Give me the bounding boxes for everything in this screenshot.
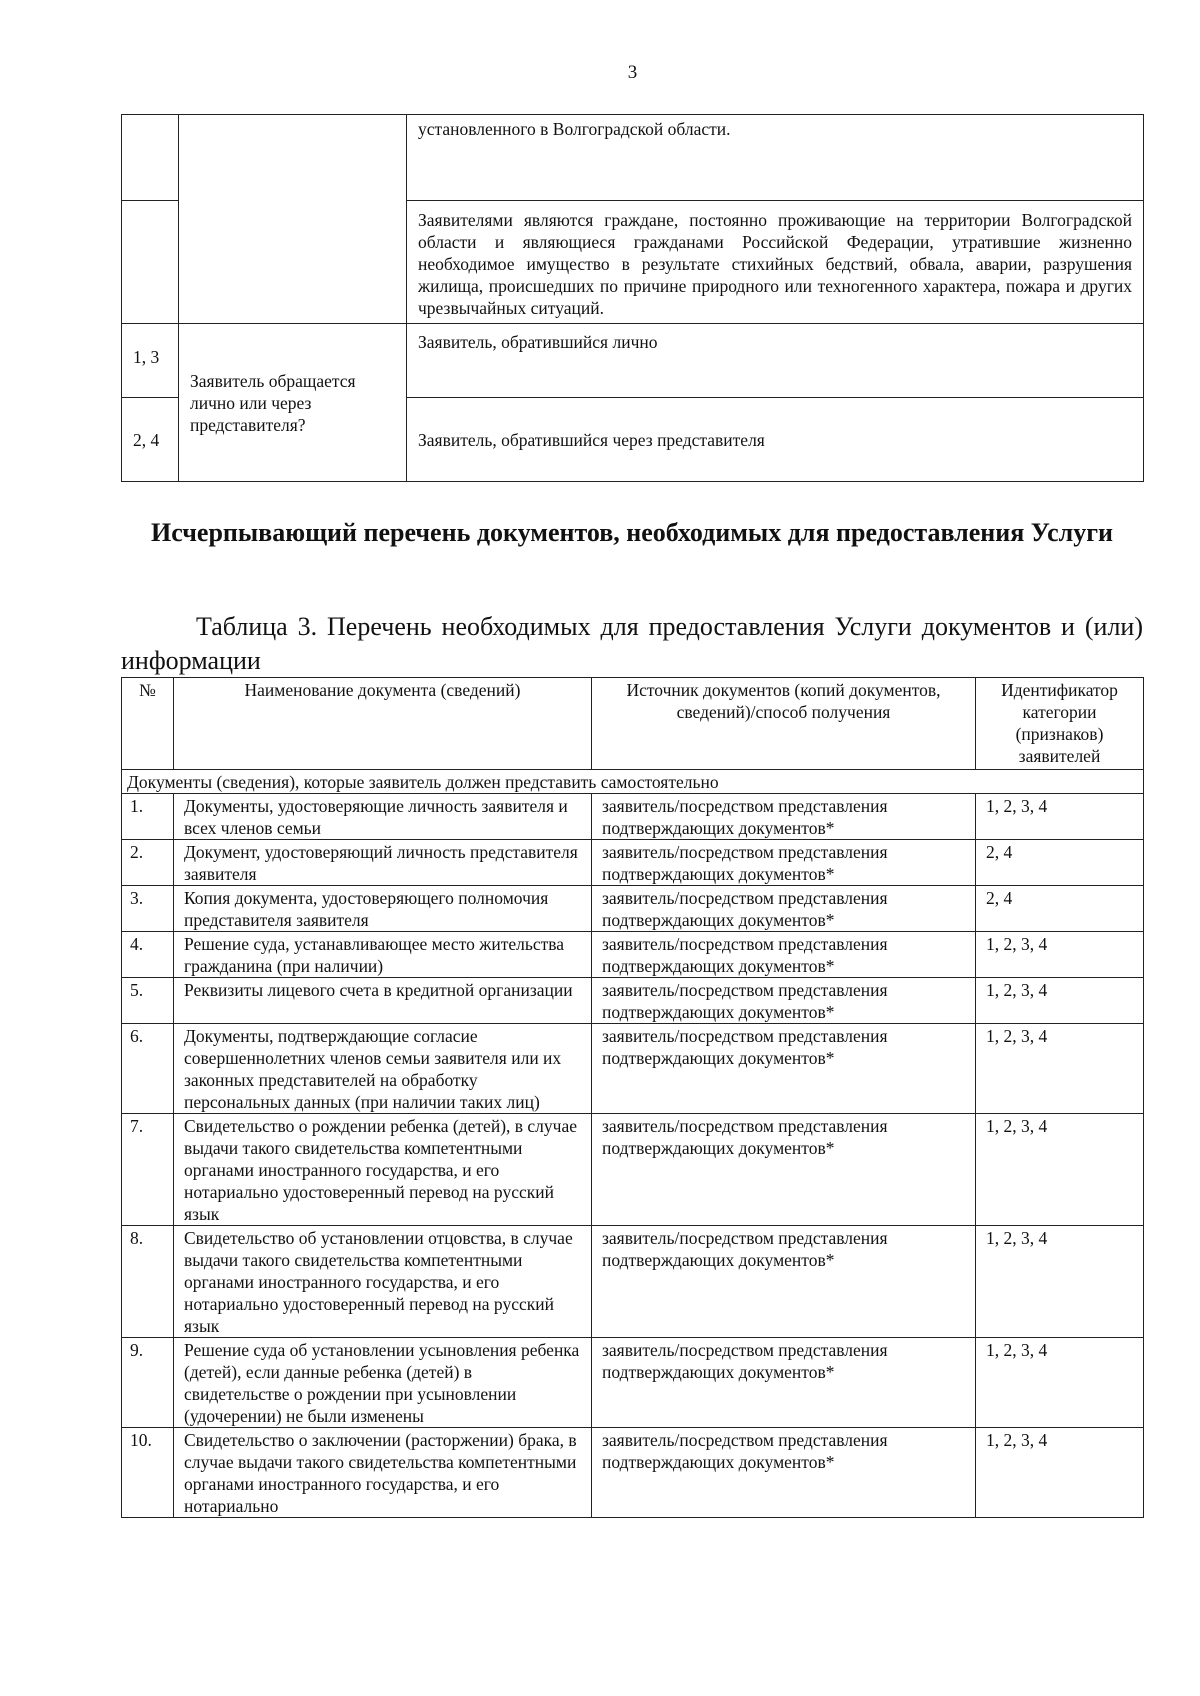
table-row	[122, 840, 1144, 886]
row-number: 5.	[122, 978, 174, 1024]
document-name: Свидетельство о рождении ребенка (детей), в случае выдачи такого свидетельства компетентными органами иностранного государства, и его нотариально удостоверенный перевод на русский язык	[174, 1114, 592, 1226]
row-number: 3.	[122, 886, 174, 932]
criteria-text: установленного в Волгоградской области.	[407, 115, 1144, 201]
criteria-text: Заявителями являются граждане, постоянно проживающие на территории Волгоградской области и являющиеся гражданами Российской Федерации, утратившие жизненно необходимое имущество в результате стихийных бедствий, обвала, аварии, разрушения жилища, происшедших по причине природного или техногенного характера, пожара и других чрезвычайных ситуаций.	[407, 201, 1144, 324]
applicant-criteria-table	[121, 114, 1144, 482]
row-number: 8.	[122, 1226, 174, 1338]
table-row	[122, 794, 1144, 840]
page-number: 3	[627, 62, 638, 83]
document-source: заявитель/посредством представления подтверждающих документов*	[592, 1114, 976, 1226]
document-source: заявитель/посредством представления подтверждающих документов*	[592, 840, 976, 886]
document-name: Копия документа, удостоверяющего полномочия представителя заявителя	[174, 886, 592, 932]
section-row	[122, 770, 1144, 794]
table-row	[122, 324, 1144, 398]
category-ids: 1, 2, 3, 4	[976, 1226, 1144, 1338]
row-number: 10.	[122, 1428, 174, 1518]
table-cell	[122, 201, 179, 324]
header-category-id: Идентификатор категории (признаков) заявителей	[976, 678, 1144, 770]
document-source: заявитель/посредством представления подтверждающих документов*	[592, 1338, 976, 1428]
document-name: Реквизиты лицевого счета в кредитной организации	[174, 978, 592, 1024]
category-ids: 2, 4	[976, 886, 1144, 932]
option-text: Заявитель, обратившийся лично	[407, 324, 1144, 398]
table-header-row	[122, 678, 1144, 770]
document-name: Решение суда, устанавливающее место жительства гражданина (при наличии)	[174, 932, 592, 978]
document-source: заявитель/посредством представления подтверждающих документов*	[592, 1226, 976, 1338]
table-cell	[122, 115, 179, 201]
category-ids: 1, 2, 3, 4	[976, 932, 1144, 978]
document-name: Свидетельство об установлении отцовства, в случае выдачи такого свидетельства компетентными органами иностранного государства, и его нотариально удостоверенный перевод на русский язык	[174, 1226, 592, 1338]
table-row	[122, 1024, 1144, 1114]
section-title: Документы (сведения), которые заявитель должен представить самостоятельно	[122, 770, 1144, 794]
document-source: заявитель/посредством представления подтверждающих документов*	[592, 1428, 976, 1518]
category-ids: 1, 2, 3, 4	[976, 1338, 1144, 1428]
category-ids: 1, 2, 3, 4	[976, 1114, 1144, 1226]
document-source: заявитель/посредством представления подтверждающих документов*	[592, 794, 976, 840]
category-ids: 1, 2, 3, 4	[976, 1428, 1144, 1518]
section-heading: Исчерпывающий перечень документов, необходимых для предоставления Услуги	[151, 518, 1113, 547]
row-number: 9.	[122, 1338, 174, 1428]
document-name: Документы, удостоверяющие личность заявителя и всех членов семьи	[174, 794, 592, 840]
table-caption: Таблица 3. Перечень необходимых для предоставления Услуги документов и (или) информации	[121, 612, 1143, 675]
option-ids: 2, 4	[122, 398, 179, 482]
header-number: №	[122, 678, 174, 770]
table-row	[122, 115, 1144, 201]
row-number: 1.	[122, 794, 174, 840]
question-text: Заявитель обращается лично или через представителя?	[179, 324, 407, 482]
table-row	[122, 932, 1144, 978]
document-name: Свидетельство о заключении (расторжении) брака, в случае выдачи такого свидетельства компетентными органами иностранного государства, и его нотариально	[174, 1428, 592, 1518]
option-ids: 1, 3	[122, 324, 179, 398]
table-cell	[179, 115, 407, 324]
option-text: Заявитель, обратившийся через представителя	[407, 398, 1144, 482]
document-source: заявитель/посредством представления подтверждающих документов*	[592, 886, 976, 932]
category-ids: 1, 2, 3, 4	[976, 978, 1144, 1024]
row-number: 4.	[122, 932, 174, 978]
documents-table	[121, 677, 1144, 1518]
row-number: 7.	[122, 1114, 174, 1226]
row-number: 6.	[122, 1024, 174, 1114]
category-ids: 1, 2, 3, 4	[976, 794, 1144, 840]
category-ids: 1, 2, 3, 4	[976, 1024, 1144, 1114]
table-row	[122, 1114, 1144, 1226]
document-source: заявитель/посредством представления подтверждающих документов*	[592, 978, 976, 1024]
table-row	[122, 978, 1144, 1024]
document-name: Документ, удостоверяющий личность представителя заявителя	[174, 840, 592, 886]
category-ids: 2, 4	[976, 840, 1144, 886]
table-row	[122, 1226, 1144, 1338]
document-name: Документы, подтверждающие согласие совершеннолетних членов семьи заявителя или их законных представителей на обработку персональных данных (при наличии таких лиц)	[174, 1024, 592, 1114]
table-row	[122, 1338, 1144, 1428]
table-row	[122, 886, 1144, 932]
document-source: заявитель/посредством представления подтверждающих документов*	[592, 932, 976, 978]
header-document-name: Наименование документа (сведений)	[174, 678, 592, 770]
document-name: Решение суда об установлении усыновления ребенка (детей), если данные ребенка (детей) в свидетельстве о рождении при усыновлении (удочерении) не были изменены	[174, 1338, 592, 1428]
document-source: заявитель/посредством представления подтверждающих документов*	[592, 1024, 976, 1114]
table-row	[122, 1428, 1144, 1518]
row-number: 2.	[122, 840, 174, 886]
header-source: Источник документов (копий документов, сведений)/способ получения	[592, 678, 976, 770]
